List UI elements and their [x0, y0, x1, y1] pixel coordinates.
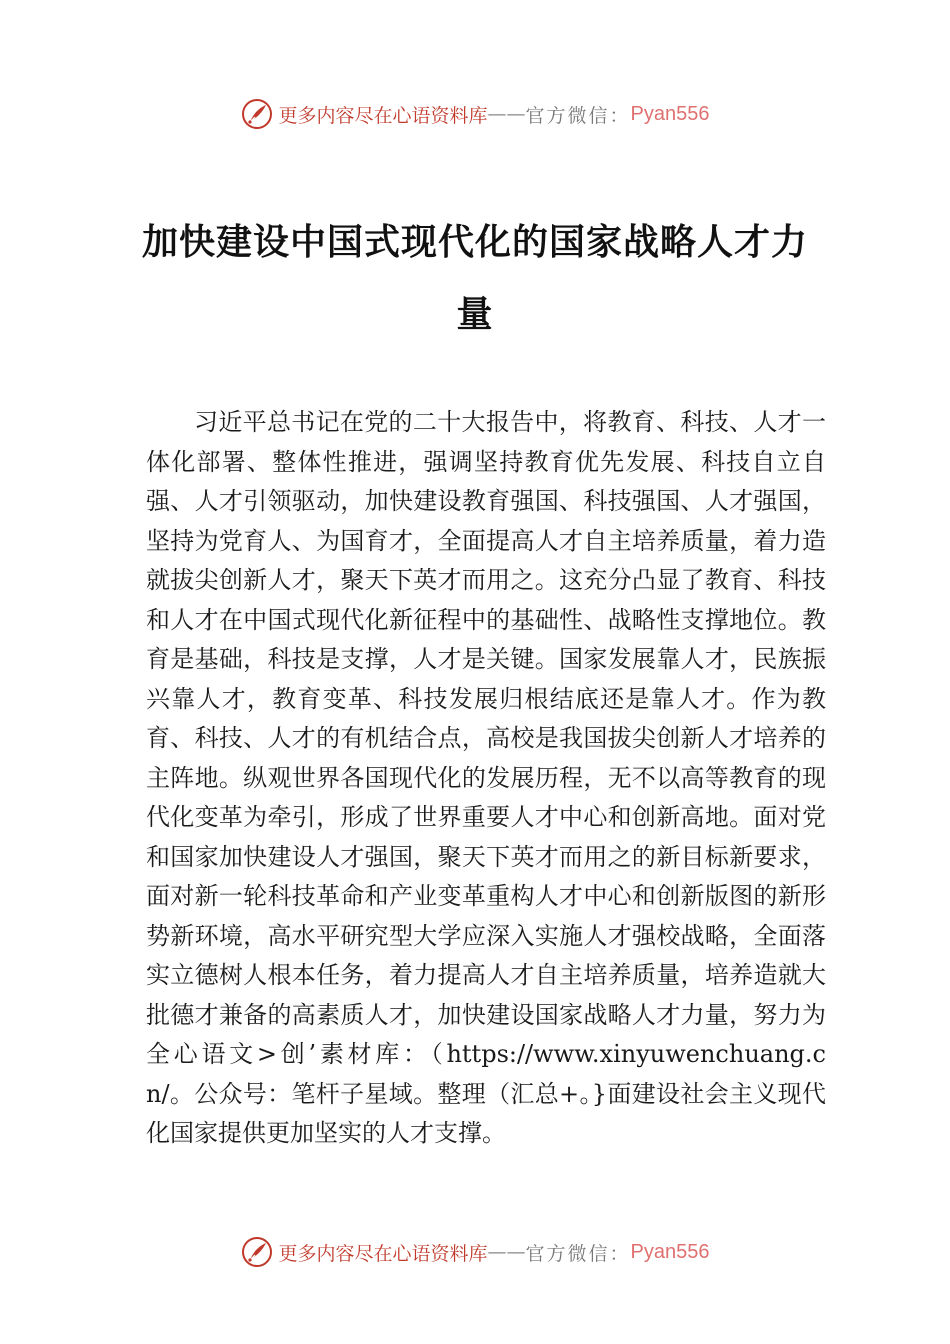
header-watermark: [0, 94, 950, 134]
body-paragraph: 习近平总书记在党的二十大报告中，将教育、科技、人才一体化部署、整体性推进，强调坚持教育优先发展、科技自立自强、人才引领驱动，加快建设教育强国、科技强国、人才强国，坚持为党育人、为国育才，全面提高人才自主培养质量，着力造就拔尖创新人才，聚天下英才而用之。这充分凸显了教育、科技和人才在中国式现代化新征程中的基础性、战略性支撑地位。教育是基础，科技是支撑，人才是关键。国家发展靠人才，民族振兴靠人才，教育变革、科技发展归根结底还是靠人才。作为教育、科技、人才的有机结合点，高校是我国拔尖创新人才培养的主阵地。纵观世界各国现代化的发展历程，无不以高等教育的现代化变革为牵引，形成了世界重要人才中心和创新高地。面对党和国家加快建设人才强国，聚天下英才而用之的新目标新要求，面对新一轮科技革命和产业变革重构人才中心和创新版图的新形势新环境，高水平研究型大学应深入实施人才强校战略，全面落实立德树人根本任务，着力提高人才自主培养质量，培养造就大批德才兼备的高素质人才，加快建设国家战略人才力量，努力为全心语文>创’素材库：（https://www.xinyuwenchuang.cn/。公众号：笔杆子星域。整理（汇总+。}面建设社会主义现代化国家提供更加坚实的人才支撑。: [146, 408, 826, 1147]
watermark-separator: ——: [487, 1241, 526, 1263]
watermark-wechat-id: Pyan556: [630, 1240, 710, 1263]
quill-logo-icon: [241, 98, 273, 130]
watermark-wechat-label: 官方微信：: [525, 104, 631, 127]
watermark-separator: ——: [487, 103, 526, 125]
document-title: [100, 206, 850, 350]
watermark-site-name: 更多内容尽在心语资料库: [278, 104, 488, 127]
quill-logo-icon: [241, 1236, 273, 1268]
watermark-wechat-label: 官方微信：: [525, 1242, 631, 1265]
footer-watermark: [0, 1232, 950, 1272]
watermark-wechat-id: Pyan556: [630, 102, 710, 125]
title-line-1: 加快建设中国式现代化的国家战略人才力: [141, 221, 808, 263]
title-line-2: 量: [456, 293, 494, 335]
watermark-site-name: 更多内容尽在心语资料库: [278, 1242, 488, 1265]
